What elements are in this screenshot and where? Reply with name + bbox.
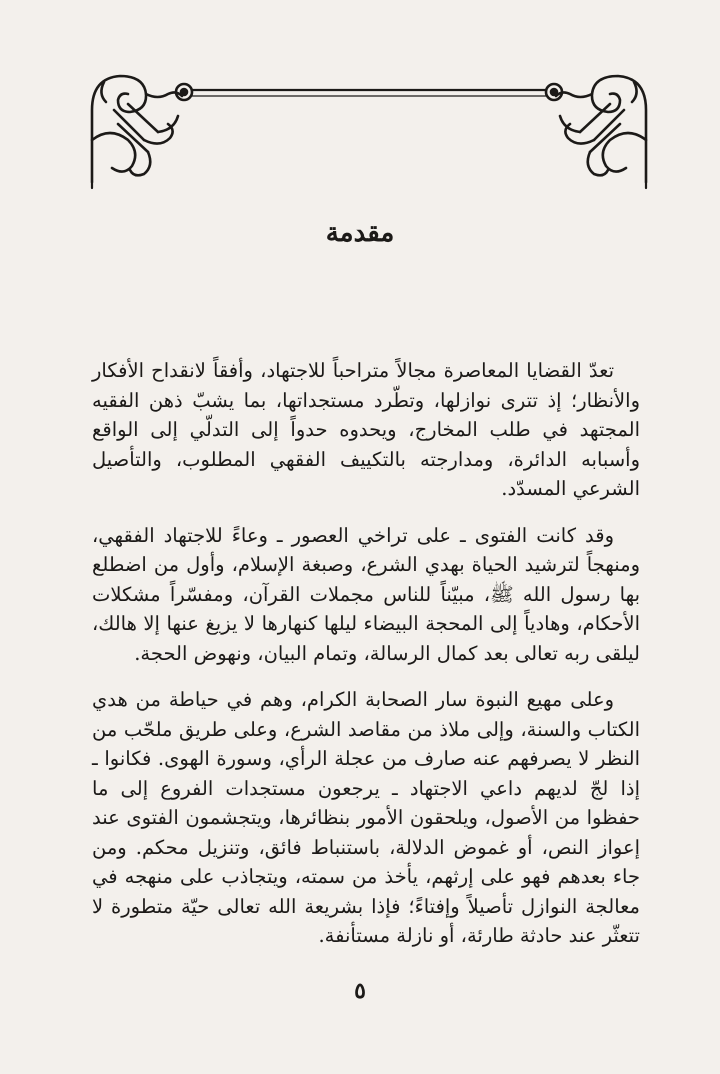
paragraph-2: وقد كانت الفتوى ـ على تراخي العصور ـ وعاءً للاجتهاد الفقهي، ومنهجاً لترشيد الحياة بهدي الشرع، وصبغة الإسلام، وأول من اضطلع بها رسول الله ﷺ، مبيّناً للناس مجملات القرآن، ومفسّراً مشكلات الأحكام، وهادياً إلى المحجة البيضاء ليلها كنهارها لا يزيغ عنها إلا هالك، ليلقى ربه تعالى بعد كمال الرسالة، وتمام البيان، ونهوض الحجة. bbox=[92, 523, 640, 665]
ornamental-header-frame bbox=[84, 70, 654, 190]
body-text bbox=[92, 356, 640, 968]
left-corner-flourish-icon bbox=[92, 76, 192, 182]
paragraph-3: وعلى مهيع النبوة سار الصحابة الكرام، وهم في حياطة من هدي الكتاب والسنة، وإلى ملاذ من مقاصد الشرع، وعلى طريق ملحّب من النظر لا يصرفهم عنه صارف من عجلة الرأي، وسورة الهوى. فكانوا ـ إذا لجّ لديهم داعي الاجتهاد ـ يرجعون مستجدات الفروع إلى ما حفظوا من الأصول، ويلحقون الأمور بنظائرها، ويتجشمون الفتوى عند إعواز النص، أو غموض الدلالة، باستنباط فائق، وتنزيل محكم. ومن جاء بعدهم فهو على إرثهم، يأخذ من سمته، ويتجاذب على منهجه في معالجة النوازل تأصيلاً وإفتاءً؛ فإذا بشريعة الله تعالى حيّة متطورة لا تتعثّر عند حادثة طارئة، أو نازلة مستأنفة. bbox=[92, 688, 640, 947]
page-title: مقدمة bbox=[325, 218, 395, 248]
page-number: ٥ bbox=[354, 978, 366, 1004]
right-corner-flourish-icon bbox=[546, 76, 646, 182]
paragraph-1: تعدّ القضايا المعاصرة مجالاً متراحباً للاجتهاد، وأفقاً لانقداح الأفكار والأنظار؛ إذ تترى نوازلها، وتطّرد مستجداتها، بما يشبّ ذهن الفقيه المجتهد في طلب المخارج، ويحدوه حدواً إلى التدلّي إلى الواقع وأسبابه الدائرة، ومدارجته بالتكييف الفقهي المطلوب، والتأصيل الشرعي المسدّد. bbox=[92, 359, 640, 500]
